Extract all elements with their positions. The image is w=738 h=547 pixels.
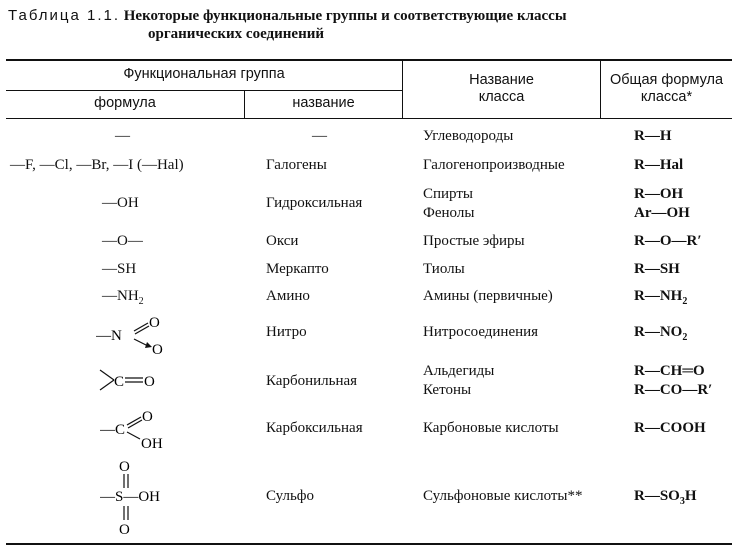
row-6-class: Нитросоединения [423, 324, 539, 340]
row-1-general: R—Hal [634, 157, 684, 173]
row-5-class: Амины (первичные) [423, 288, 553, 304]
row-8-name: Карбоксильная [266, 420, 363, 436]
svg-text:O: O [152, 342, 163, 357]
row-7-name: Карбонильная [266, 373, 358, 389]
svg-text:O: O [149, 315, 160, 331]
row-8-class: Карбоновые кислоты [423, 420, 559, 436]
row-5-general: $R—NH_2$ [634, 288, 688, 307]
row-9-class: Сульфоновые кислоты** [423, 488, 583, 504]
row-0-class: Углеводороды [423, 128, 514, 144]
row-6-name: Нитро [266, 324, 307, 340]
row-2-general-2: Ar—OH [634, 205, 690, 221]
header-class-name: Название класса [469, 72, 534, 105]
top-rule [6, 59, 732, 61]
row-7-class-1: Альдегиды [423, 363, 495, 379]
row-4-general: R—SH [634, 261, 680, 277]
row-1-class: Галогенопроизводные [423, 157, 565, 173]
row-2-formula: —OH [102, 195, 139, 211]
row-3-class: Простые эфиры [423, 233, 525, 249]
row-4-class: Тиолы [423, 261, 465, 277]
row-7-general-2: R—CO—R′ [634, 382, 713, 398]
table-caption [8, 6, 733, 42]
svg-text:—S—OH: —S—OH [100, 489, 161, 505]
row-9-name: Сульфо [266, 488, 315, 504]
row-2-general-1: R—OH [634, 186, 684, 202]
row-4-formula: —SH [102, 261, 137, 277]
row-0-general: R—H [634, 128, 672, 144]
header-name: название [292, 95, 355, 111]
svg-text:O: O [144, 374, 155, 390]
svg-text:O: O [119, 459, 130, 475]
header-general-formula: Общая формула класса* [609, 72, 724, 105]
row-2-class-1: Спирты [423, 186, 473, 202]
header-group: Функциональная группа [123, 66, 285, 82]
carbonyl-structure [98, 366, 168, 396]
row-1-formula: —F, —Cl, —Br, —I (—Hal) [10, 157, 184, 173]
svg-text:—N: —N [96, 328, 122, 344]
row-6-general: $R—NO_2$ [634, 324, 688, 343]
carboxyl-structure [100, 407, 190, 451]
row-5-name: Амино [266, 288, 310, 304]
header-formula: формула [94, 95, 156, 111]
svg-text:C: C [114, 374, 125, 390]
row-2-name: Гидроксильная [266, 195, 363, 211]
svg-text:—C: —C [100, 422, 126, 438]
row-7-general-1: R—CH═O [634, 363, 705, 379]
svg-text:OH: OH [141, 436, 163, 451]
row-2-class-2: Фенолы [423, 205, 475, 221]
row-0-formula: — [115, 128, 130, 144]
svg-text:O: O [142, 409, 153, 425]
row-0-name: — [312, 128, 327, 144]
row-9-general: $R—SO_3H$ [634, 488, 697, 507]
table-title-line2: органических соединений [148, 26, 325, 42]
row-3-general: R—O—R′ [634, 233, 702, 249]
row-1-name: Галогены [266, 157, 327, 173]
row-5-formula: $—NH_2$ [102, 288, 144, 307]
table-title-line1: Некоторые функциональные группы и соответствующие классы [123, 8, 567, 24]
header-mid-rule [6, 90, 402, 91]
row-7-class-2: Кетоны [423, 382, 472, 398]
row-4-name: Меркапто [266, 261, 329, 277]
nitro-structure [96, 313, 176, 357]
bottom-rule [6, 543, 732, 545]
svg-text:O: O [119, 522, 130, 538]
row-3-formula: —O— [102, 233, 143, 249]
row-8-general: R—COOH [634, 420, 706, 436]
sulfo-structure [100, 456, 190, 538]
row-3-name: Окси [266, 233, 299, 249]
header-bottom-rule [6, 118, 732, 119]
table-label: Таблица 1.1. [8, 7, 121, 24]
